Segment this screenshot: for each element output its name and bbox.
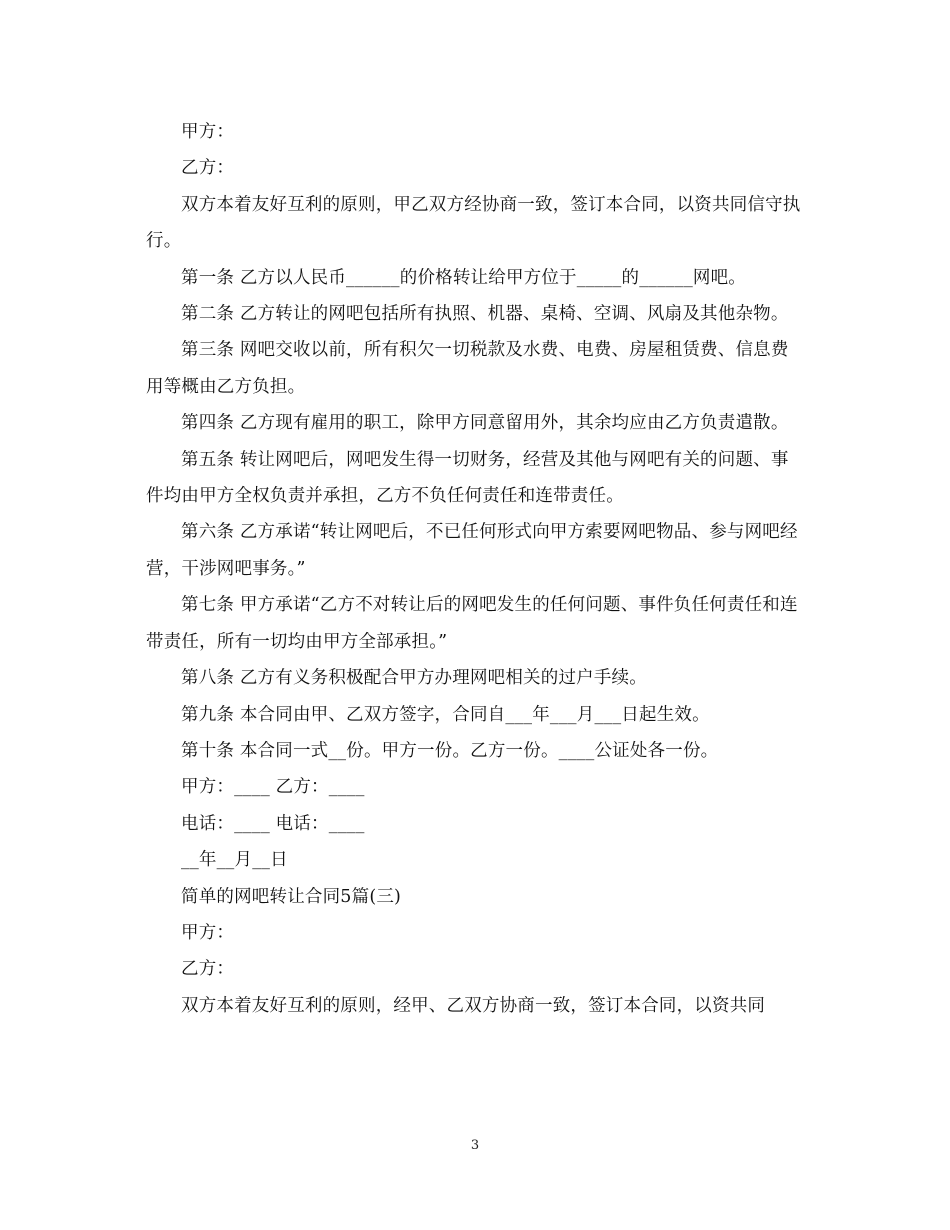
article-5: 第五条 转让网吧后，网吧发生得一切财务，经营及其他与网吧有关的问题、事件均由甲方全权负责并承担，乙方不负任何责任和连带责任。 — [146, 449, 789, 507]
signature-line: 甲方：____ 乙方：____ — [181, 777, 365, 798]
party-b-label-2: 乙方： — [181, 959, 235, 980]
phone-line: 电话：____ 电话：____ — [181, 813, 365, 834]
article-4: 第四条 乙方现有雇用的职工，除甲方同意留用外，其余均应由乙方负责遣散。 — [181, 413, 789, 434]
party-a-label-2: 甲方： — [181, 922, 235, 943]
article-1: 第一条 乙方以人民币______的价格转让给甲方位于_____的______网吧。 — [181, 267, 747, 288]
document-body — [146, 114, 806, 1024]
section-heading: 简单的网吧转让合同5篇(三) — [181, 886, 402, 907]
party-a-label: 甲方： — [181, 122, 235, 142]
article-7: 第七条 甲方承诺“乙方不对转让后的网吧发生的任何问题、事件负任何责任和连带责任，所有一切均由甲方全部承担。” — [146, 595, 798, 652]
article-9: 第九条 本合同由甲、乙双方签字，合同自___年___月___日起生效。 — [181, 704, 710, 725]
party-b-label: 乙方： — [181, 158, 235, 179]
article-3: 第三条 网吧交收以前，所有积欠一切税款及水费、电费、房屋租赁费、信息费用等概由乙方负担。 — [146, 340, 789, 397]
article-2: 第二条 乙方转让的网吧包括所有执照、机器、桌椅、空调、风扇及其他杂物。 — [181, 304, 789, 325]
preamble-paragraph-2: 双方本着友好互利的原则，经甲、乙双方协商一致，签订本合同，以资共同 — [181, 995, 766, 1016]
article-10: 第十条 本合同一式__份。甲方一份。乙方一份。____公证处各一份。 — [181, 740, 719, 761]
article-6: 第六条 乙方承诺“转让网吧后，不已任何形式向甲方索要网吧物品、参与网吧经营，干涉网吧事务。” — [146, 522, 798, 579]
date-line: __年__月__日 — [181, 850, 288, 871]
page-number: 3 — [470, 1138, 480, 1153]
preamble-paragraph: 双方本着友好互利的原则，甲乙双方经协商一致，签订本合同，以资共同信守执行。 — [146, 194, 801, 252]
article-8: 第八条 乙方有义务积极配合甲方办理网吧相关的过户手续。 — [181, 668, 647, 689]
